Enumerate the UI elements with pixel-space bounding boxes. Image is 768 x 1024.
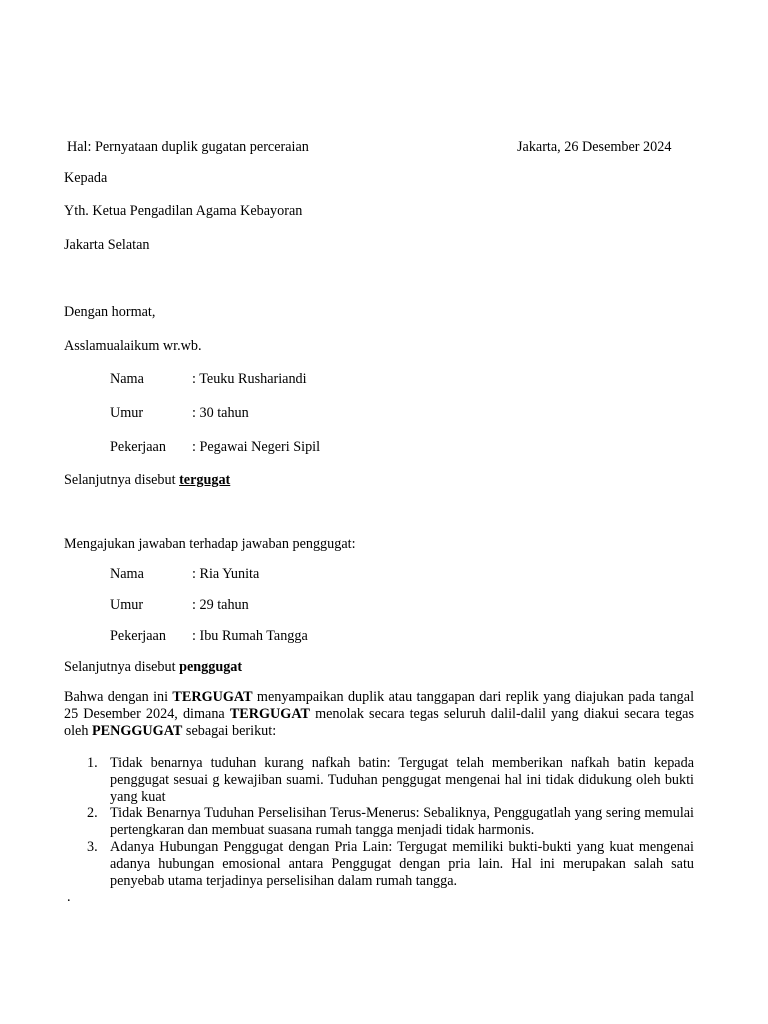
designation-term: tergugat [179, 472, 231, 488]
list-number: 3. [87, 839, 98, 855]
designation-term: penggugat [179, 659, 243, 675]
statement-text: menolak secara tegas seluruh dalil-dalil yang diakui secara tegas oleh [64, 706, 694, 739]
defendant-job-value: : Pegawai Negeri Sipil [192, 439, 321, 455]
statement-bold: PENGGUGAT [91, 723, 183, 739]
list-number: 2. [87, 805, 98, 821]
subject-line: Hal: Pernyataan duplik gugatan perceraian [67, 139, 309, 155]
list-item: Tidak benarnya tuduhan kurang nafkah batin: Tergugat telah memberikan nafkah batin kepada penggugat sesuai g kewajiban suami. Tuduhan penggugat mengenai hal ini tidak didukung oleh bukti yang kuat [110, 755, 694, 805]
statement-paragraph [64, 689, 694, 740]
statement-bold: TERGUGAT [172, 689, 253, 705]
designation-prefix: Selanjutnya disebut [64, 659, 180, 675]
defendant-name-label: Nama [110, 371, 144, 387]
plaintiff-job-value: : Ibu Rumah Tangga [192, 628, 308, 644]
list-item: Adanya Hubungan Penggugat dengan Pria Lain: Tergugat memiliki bukti-bukti yang kuat mengenai adanya hubungan emosional antara Penggugat dengan pria lain. Hal ini merupakan salah satu penyebab utama terjadinya perselisihan dalam rumah tangga. [110, 839, 694, 889]
defendant-age-label: Umur [110, 405, 144, 421]
greeting-salam: Asslamualaikum wr.wb. [64, 338, 202, 354]
plaintiff-job-label: Pekerjaan [110, 628, 166, 644]
plaintiff-designation [64, 659, 242, 676]
statement-text: Bahwa dengan ini [64, 689, 173, 705]
defendant-job-label: Pekerjaan [110, 439, 166, 455]
greeting-opening: Dengan hormat, [64, 304, 156, 320]
recipient-city: Jakarta Selatan [64, 237, 150, 253]
statement-bold: TERGUGAT [229, 706, 310, 722]
plaintiff-name-label: Nama [110, 566, 144, 582]
list-item: Tidak Benarnya Tuduhan Perselisihan Terus-Menerus: Sebaliknya, Penggugatlah yang sering memulai pertengkaran dan membuat suasana rumah tangga menjadi tidak harmonis. [110, 805, 694, 838]
defendant-age-value: : 30 tahun [192, 405, 249, 421]
recipient-to: Kepada [64, 170, 108, 186]
recipient-name: Yth. Ketua Pengadilan Agama Kebayoran [64, 203, 303, 219]
defendant-name-value: : Teuku Rushariandi [192, 371, 307, 387]
defendant-designation [64, 472, 230, 489]
plaintiff-age-value: : 29 tahun [192, 597, 249, 613]
intro-line: Mengajukan jawaban terhadap jawaban penggugat: [64, 536, 356, 552]
trailing-mark: . [67, 889, 71, 905]
designation-prefix: Selanjutnya disebut [64, 472, 180, 488]
place-date: Jakarta, 26 Desember 2024 [517, 139, 672, 155]
list-number: 1. [87, 755, 98, 771]
statement-text: menyampaikan duplik atau tanggapan dari replik yang diajukan pada tangal 25 Desember 2024, dimana [64, 689, 695, 722]
plaintiff-age-label: Umur [110, 597, 144, 613]
statement-text: sebagai berikut: [182, 723, 277, 739]
plaintiff-name-value: : Ria Yunita [192, 566, 260, 582]
